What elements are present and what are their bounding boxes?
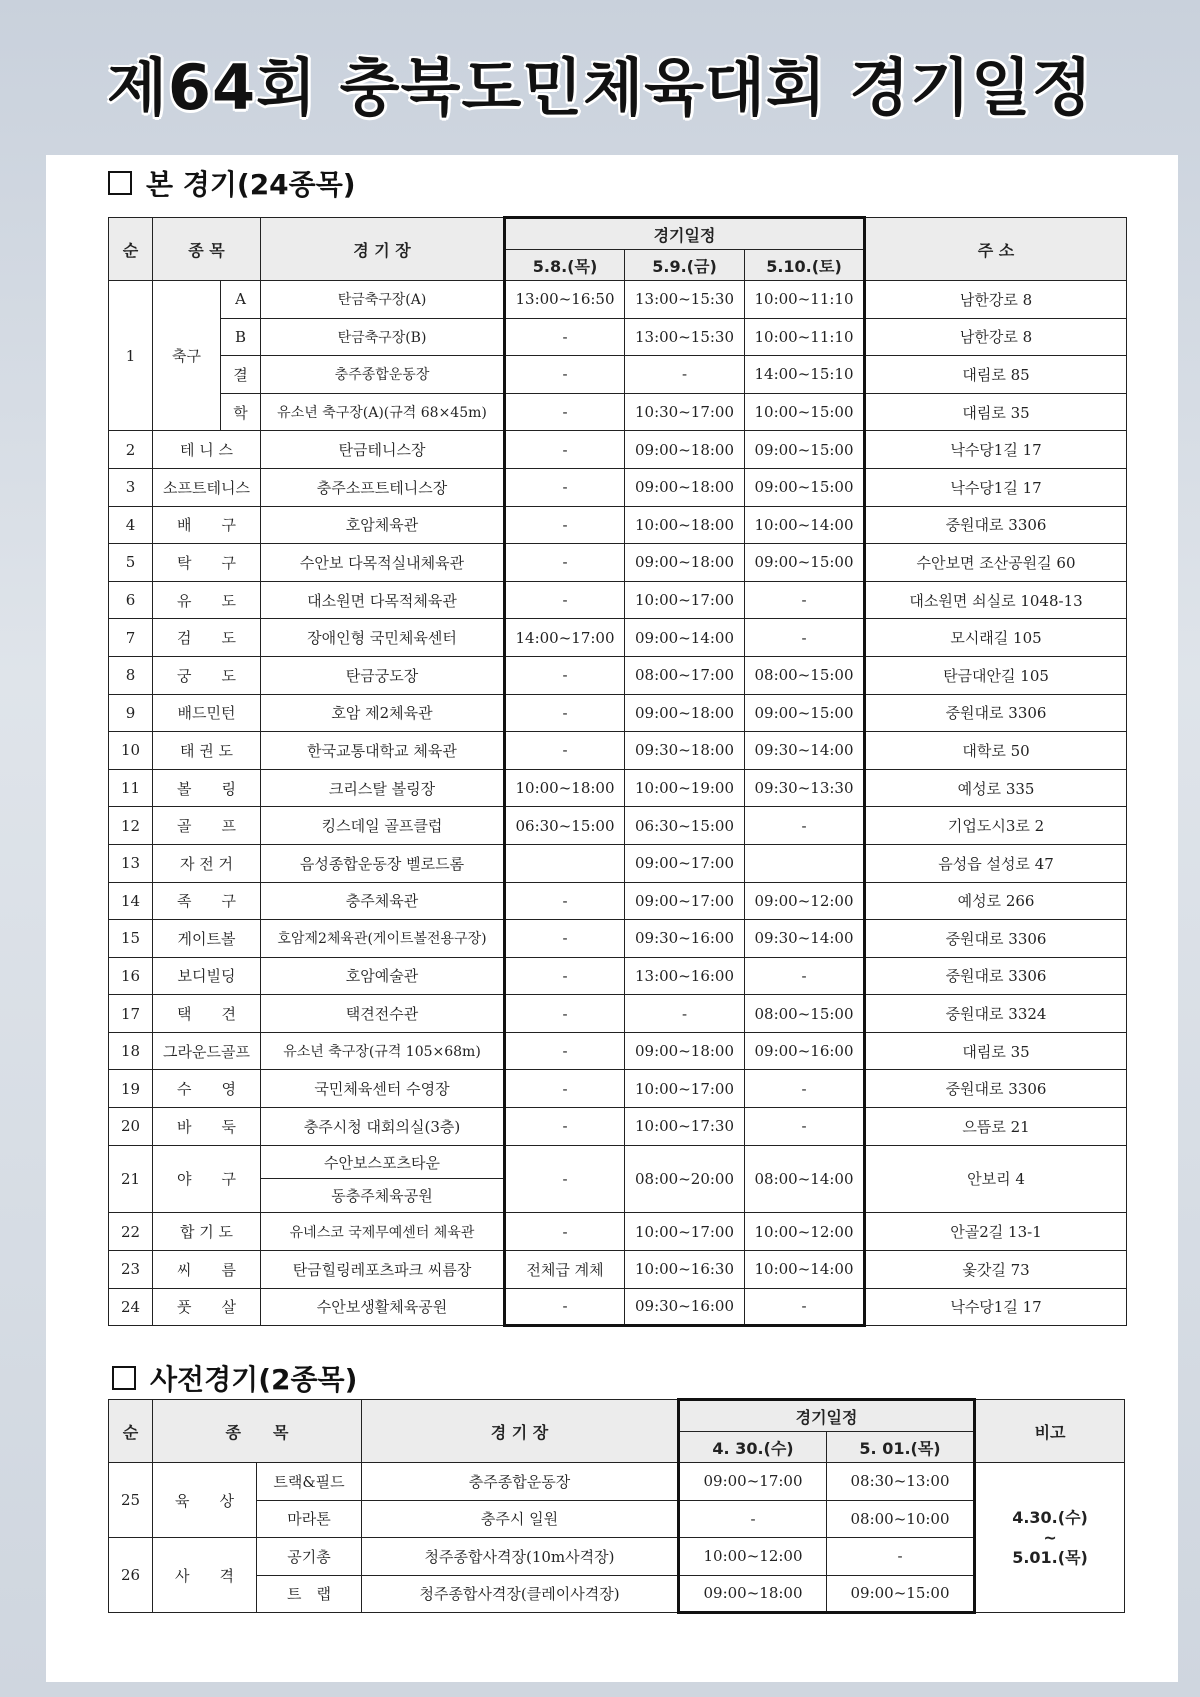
table-row	[109, 1032, 1127, 1070]
schedule-day1: -	[505, 1108, 625, 1146]
event-name: 축구	[153, 281, 221, 431]
row-number: 15	[109, 920, 153, 958]
row-number: 25	[109, 1463, 153, 1538]
event-name: 족 구	[153, 882, 261, 920]
schedule-day2: 08:30~13:00	[827, 1463, 975, 1501]
schedule-day2: 10:00~17:00	[625, 1213, 745, 1251]
event-name: 합 기 도	[153, 1213, 261, 1251]
schedule-day3: 09:30~14:00	[745, 732, 865, 770]
row-number: 16	[109, 957, 153, 995]
venue: 충주체육관	[261, 882, 505, 920]
event-name: 궁 도	[153, 656, 261, 694]
row-number: 6	[109, 581, 153, 619]
header-day1: 5.8.(목)	[505, 250, 625, 281]
schedule-day1: -	[505, 1032, 625, 1070]
event-name: 탁 구	[153, 544, 261, 582]
schedule-day2: 09:00~15:00	[827, 1575, 975, 1613]
event-name: 자 전 거	[153, 844, 261, 882]
schedule-day3: 10:00~14:00	[745, 506, 865, 544]
schedule-day1: 13:00~16:50	[505, 281, 625, 319]
schedule-day3: 10:00~12:00	[745, 1213, 865, 1251]
table-row	[109, 694, 1127, 732]
schedule-day3: 09:00~16:00	[745, 1032, 865, 1070]
schedule-day1: -	[505, 694, 625, 732]
schedule-day1: -	[505, 318, 625, 356]
table-row	[109, 882, 1127, 920]
table-row	[109, 581, 1127, 619]
schedule-day1: -	[505, 656, 625, 694]
event-name: 테 니 스	[153, 431, 261, 469]
venue: 수안보생활체육공원	[261, 1288, 505, 1326]
table-row	[109, 1108, 1127, 1146]
address: 대소원면 쇠실로 1048-13	[865, 581, 1127, 619]
table-row	[109, 1538, 1125, 1576]
event-name: 택 견	[153, 995, 261, 1033]
schedule-day2: 10:00~16:30	[625, 1250, 745, 1288]
schedule-day3: 09:30~14:00	[745, 920, 865, 958]
schedule-day2: 09:00~18:00	[625, 544, 745, 582]
schedule-day2: 09:00~17:00	[625, 882, 745, 920]
address: 중원대로 3324	[865, 995, 1127, 1033]
schedule-day2: 09:00~18:00	[625, 468, 745, 506]
schedule-day1: 09:00~18:00	[679, 1575, 827, 1613]
address: 중원대로 3306	[865, 957, 1127, 995]
address: 낙수당1길 17	[865, 431, 1127, 469]
note-text: ~	[1043, 1527, 1057, 1547]
checkbox-square-icon	[112, 1366, 136, 1390]
event-name: 육 상	[153, 1463, 257, 1538]
header-event: 종 목	[153, 218, 261, 281]
table-row	[109, 656, 1127, 694]
pre-header-no: 순	[109, 1400, 153, 1463]
note-cell	[975, 1463, 1125, 1613]
schedule-day3: -	[745, 619, 865, 657]
header-no: 순	[109, 218, 153, 281]
schedule-day1: -	[505, 431, 625, 469]
venue: 호암제2체육관(게이트볼전용구장)	[261, 920, 505, 958]
event-name: 야 구	[153, 1145, 261, 1213]
schedule-day2: 09:30~16:00	[625, 1288, 745, 1326]
table-row	[109, 506, 1127, 544]
venue: 크리스탈 볼링장	[261, 769, 505, 807]
schedule-day2: 09:00~18:00	[625, 694, 745, 732]
schedule-day1: -	[505, 1145, 625, 1213]
table-row	[109, 920, 1127, 958]
venue: 킹스데일 골프클럽	[261, 807, 505, 845]
schedule-day3: 08:00~15:00	[745, 995, 865, 1033]
schedule-day2: 08:00~20:00	[625, 1145, 745, 1213]
table-row	[109, 431, 1127, 469]
pre-section-heading	[112, 1358, 357, 1398]
table-row	[109, 393, 1127, 431]
schedule-day3: 09:00~15:00	[745, 468, 865, 506]
sub-category: 결	[221, 356, 261, 394]
row-number: 24	[109, 1288, 153, 1326]
pre-header-day1: 4. 30.(수)	[679, 1432, 827, 1463]
schedule-day1: -	[505, 732, 625, 770]
pre-header-venue: 경 기 장	[362, 1400, 679, 1463]
table-row	[109, 356, 1127, 394]
schedule-day1: -	[505, 882, 625, 920]
venue: 유네스코 국제무예센터 체육관	[261, 1213, 505, 1251]
venue: 청주종합사격장(클레이사격장)	[362, 1575, 679, 1613]
header-day2: 5.9.(금)	[625, 250, 745, 281]
row-number: 23	[109, 1250, 153, 1288]
event-name: 보디빌딩	[153, 957, 261, 995]
table-row	[109, 281, 1127, 319]
table-row	[109, 1575, 1125, 1613]
schedule-day3: -	[745, 1288, 865, 1326]
schedule-day3: 09:00~15:00	[745, 544, 865, 582]
event-name: 골 프	[153, 807, 261, 845]
row-number: 13	[109, 844, 153, 882]
table-row	[109, 1070, 1127, 1108]
row-number: 7	[109, 619, 153, 657]
schedule-day2: 08:00~17:00	[625, 656, 745, 694]
address: 모시래길 105	[865, 619, 1127, 657]
address: 음성읍 설성로 47	[865, 844, 1127, 882]
table-row	[109, 318, 1127, 356]
note-text: 4.30.(수)	[1012, 1507, 1088, 1527]
schedule-day3: -	[745, 581, 865, 619]
venue: 충주소프트테니스장	[261, 468, 505, 506]
schedule-day2: 08:00~10:00	[827, 1500, 975, 1538]
schedule-day2: -	[625, 356, 745, 394]
venue: 호암체육관	[261, 506, 505, 544]
table-row	[109, 1500, 1125, 1538]
schedule-day3: 09:00~12:00	[745, 882, 865, 920]
schedule-day1: -	[505, 957, 625, 995]
table-row	[109, 1145, 1127, 1179]
pre-header-event: 종 목	[153, 1400, 362, 1463]
venue: 음성종합운동장 벨로드롬	[261, 844, 505, 882]
table-row	[109, 769, 1127, 807]
event-name: 수 영	[153, 1070, 261, 1108]
schedule-day2: 09:30~18:00	[625, 732, 745, 770]
main-section-heading	[108, 163, 356, 203]
row-number: 22	[109, 1213, 153, 1251]
address: 낙수당1길 17	[865, 1288, 1127, 1326]
schedule-day3: -	[745, 807, 865, 845]
event-name: 그라운드골프	[153, 1032, 261, 1070]
schedule-day2: 10:30~17:00	[625, 393, 745, 431]
pre-header-note: 비고	[975, 1400, 1125, 1463]
schedule-day2: 13:00~15:30	[625, 318, 745, 356]
address: 중원대로 3306	[865, 920, 1127, 958]
schedule-day1: -	[505, 393, 625, 431]
table-row	[109, 544, 1127, 582]
row-number: 20	[109, 1108, 153, 1146]
schedule-day2: 13:00~15:30	[625, 281, 745, 319]
table-row	[109, 995, 1127, 1033]
row-number: 18	[109, 1032, 153, 1070]
row-number: 8	[109, 656, 153, 694]
pre-schedule-table	[108, 1398, 1125, 1614]
table-row	[109, 468, 1127, 506]
page-title: 제64회 충북도민체육대회 경기일정	[107, 51, 1093, 124]
table-row	[109, 1250, 1127, 1288]
schedule-day3: 10:00~11:10	[745, 318, 865, 356]
main-schedule-table	[108, 216, 1127, 1327]
address: 대학로 50	[865, 732, 1127, 770]
row-number: 9	[109, 694, 153, 732]
event-name: 사 격	[153, 1538, 257, 1613]
address: 중원대로 3306	[865, 694, 1127, 732]
address: 으뜸로 21	[865, 1108, 1127, 1146]
schedule-day2: 10:00~19:00	[625, 769, 745, 807]
schedule-day3: -	[745, 1108, 865, 1146]
schedule-day1: -	[679, 1500, 827, 1538]
address: 안골2길 13-1	[865, 1213, 1127, 1251]
address: 안보리 4	[865, 1145, 1127, 1213]
address: 낙수당1길 17	[865, 468, 1127, 506]
schedule-day1: -	[505, 1070, 625, 1108]
sub-category: A	[221, 281, 261, 319]
schedule-day3: 08:00~15:00	[745, 656, 865, 694]
sub-category: 공기총	[257, 1538, 362, 1576]
schedule-day2: 06:30~15:00	[625, 807, 745, 845]
address: 남한강로 8	[865, 281, 1127, 319]
address: 기업도시3로 2	[865, 807, 1127, 845]
schedule-day3: 09:00~15:00	[745, 694, 865, 732]
schedule-day1: -	[505, 1288, 625, 1326]
header-schedule: 경기일정	[505, 218, 865, 250]
checkbox-square-icon	[108, 171, 132, 195]
row-number: 4	[109, 506, 153, 544]
venue: 수안보 다목적실내체육관	[261, 544, 505, 582]
schedule-day1: -	[505, 920, 625, 958]
schedule-day1: -	[505, 581, 625, 619]
row-number: 12	[109, 807, 153, 845]
row-number: 11	[109, 769, 153, 807]
event-name: 바 둑	[153, 1108, 261, 1146]
address: 대림로 85	[865, 356, 1127, 394]
schedule-day1: -	[505, 468, 625, 506]
schedule-day1: 10:00~12:00	[679, 1538, 827, 1576]
event-name: 배 구	[153, 506, 261, 544]
address: 중원대로 3306	[865, 1070, 1127, 1108]
table-row	[109, 732, 1127, 770]
pre-section-title: 사전경기(2종목)	[150, 1363, 358, 1396]
address: 중원대로 3306	[865, 506, 1127, 544]
schedule-day3: 10:00~14:00	[745, 1250, 865, 1288]
venue: 동충주체육공원	[261, 1179, 505, 1213]
venue: 탄금축구장(B)	[261, 318, 505, 356]
table-row	[109, 844, 1127, 882]
schedule-day2: -	[827, 1538, 975, 1576]
venue: 탄금궁도장	[261, 656, 505, 694]
schedule-day3: 08:00~14:00	[745, 1145, 865, 1213]
schedule-day1	[505, 844, 625, 882]
row-number: 19	[109, 1070, 153, 1108]
main-section-title: 본 경기(24종목)	[146, 168, 356, 201]
row-number: 17	[109, 995, 153, 1033]
venue: 유소년 축구장(A)(규격 68×45m)	[261, 393, 505, 431]
row-number: 3	[109, 468, 153, 506]
venue: 청주종합사격장(10m사격장)	[362, 1538, 679, 1576]
venue: 국민체육센터 수영장	[261, 1070, 505, 1108]
schedule-day1: -	[505, 506, 625, 544]
schedule-day1: 14:00~17:00	[505, 619, 625, 657]
table-row	[109, 1288, 1127, 1326]
schedule-day3: 10:00~15:00	[745, 393, 865, 431]
address: 탄금대안길 105	[865, 656, 1127, 694]
table-row	[109, 807, 1127, 845]
header-address: 주 소	[865, 218, 1127, 281]
schedule-day2: 10:00~17:30	[625, 1108, 745, 1146]
sub-category: 트 랩	[257, 1575, 362, 1613]
row-number: 1	[109, 281, 153, 431]
address: 대림로 35	[865, 1032, 1127, 1070]
sub-category: 마라톤	[257, 1500, 362, 1538]
sub-category: 학	[221, 393, 261, 431]
venue: 호암 제2체육관	[261, 694, 505, 732]
schedule-day3: 10:00~11:10	[745, 281, 865, 319]
venue: 수안보스포츠타운	[261, 1145, 505, 1179]
schedule-day1: -	[505, 356, 625, 394]
schedule-day2: 09:00~18:00	[625, 1032, 745, 1070]
address: 예성로 266	[865, 882, 1127, 920]
sub-category: B	[221, 318, 261, 356]
schedule-day3: 14:00~15:10	[745, 356, 865, 394]
venue: 충주시 일원	[362, 1500, 679, 1538]
venue: 장애인형 국민체육센터	[261, 619, 505, 657]
schedule-day2: 09:00~14:00	[625, 619, 745, 657]
schedule-day2: 09:00~18:00	[625, 431, 745, 469]
event-name: 소프트테니스	[153, 468, 261, 506]
schedule-day2: 09:00~17:00	[625, 844, 745, 882]
schedule-day2: 10:00~17:00	[625, 1070, 745, 1108]
row-number: 10	[109, 732, 153, 770]
pre-header-schedule: 경기일정	[679, 1400, 975, 1432]
event-name: 태 권 도	[153, 732, 261, 770]
schedule-day2: 10:00~18:00	[625, 506, 745, 544]
event-name: 풋 살	[153, 1288, 261, 1326]
address: 옻갓길 73	[865, 1250, 1127, 1288]
event-name: 유 도	[153, 581, 261, 619]
venue: 호암예술관	[261, 957, 505, 995]
venue: 택견전수관	[261, 995, 505, 1033]
pre-header-day2: 5. 01.(목)	[827, 1432, 975, 1463]
table-row	[109, 619, 1127, 657]
row-number: 21	[109, 1145, 153, 1213]
schedule-day3: 09:30~13:30	[745, 769, 865, 807]
schedule-day1: 09:00~17:00	[679, 1463, 827, 1501]
row-number: 26	[109, 1538, 153, 1613]
header-venue: 경 기 장	[261, 218, 505, 281]
schedule-day3: -	[745, 1070, 865, 1108]
row-number: 2	[109, 431, 153, 469]
schedule-day1: 10:00~18:00	[505, 769, 625, 807]
event-name: 배드민턴	[153, 694, 261, 732]
venue: 탄금축구장(A)	[261, 281, 505, 319]
row-number: 5	[109, 544, 153, 582]
schedule-day3: -	[745, 957, 865, 995]
address: 남한강로 8	[865, 318, 1127, 356]
schedule-day1: 전체급 계체	[505, 1250, 625, 1288]
sub-category: 트랙&필드	[257, 1463, 362, 1501]
event-name: 게이트볼	[153, 920, 261, 958]
schedule-day3: 09:00~15:00	[745, 431, 865, 469]
schedule-day1: -	[505, 544, 625, 582]
address: 대림로 35	[865, 393, 1127, 431]
event-name: 검 도	[153, 619, 261, 657]
table-row	[109, 957, 1127, 995]
event-name: 볼 링	[153, 769, 261, 807]
event-name: 씨 름	[153, 1250, 261, 1288]
schedule-day2: 10:00~17:00	[625, 581, 745, 619]
venue: 충주시청 대회의실(3층)	[261, 1108, 505, 1146]
venue: 대소원면 다목적체육관	[261, 581, 505, 619]
venue: 유소년 축구장(규격 105×68m)	[261, 1032, 505, 1070]
schedule-day3	[745, 844, 865, 882]
venue: 충주종합운동장	[261, 356, 505, 394]
header-day3: 5.10.(토)	[745, 250, 865, 281]
schedule-day2: -	[625, 995, 745, 1033]
schedule-day1: -	[505, 1213, 625, 1251]
venue: 한국교통대학교 체육관	[261, 732, 505, 770]
venue: 충주종합운동장	[362, 1463, 679, 1501]
venue: 탄금힐링레포츠파크 씨름장	[261, 1250, 505, 1288]
venue: 탄금테니스장	[261, 431, 505, 469]
table-row	[109, 1213, 1127, 1251]
schedule-day2: 13:00~16:00	[625, 957, 745, 995]
address: 예성로 335	[865, 769, 1127, 807]
schedule-day1: 06:30~15:00	[505, 807, 625, 845]
address: 수안보면 조산공원길 60	[865, 544, 1127, 582]
schedule-day1: -	[505, 995, 625, 1033]
schedule-day2: 09:30~16:00	[625, 920, 745, 958]
note-text: 5.01.(목)	[1012, 1547, 1088, 1567]
table-row	[109, 1463, 1125, 1501]
row-number: 14	[109, 882, 153, 920]
